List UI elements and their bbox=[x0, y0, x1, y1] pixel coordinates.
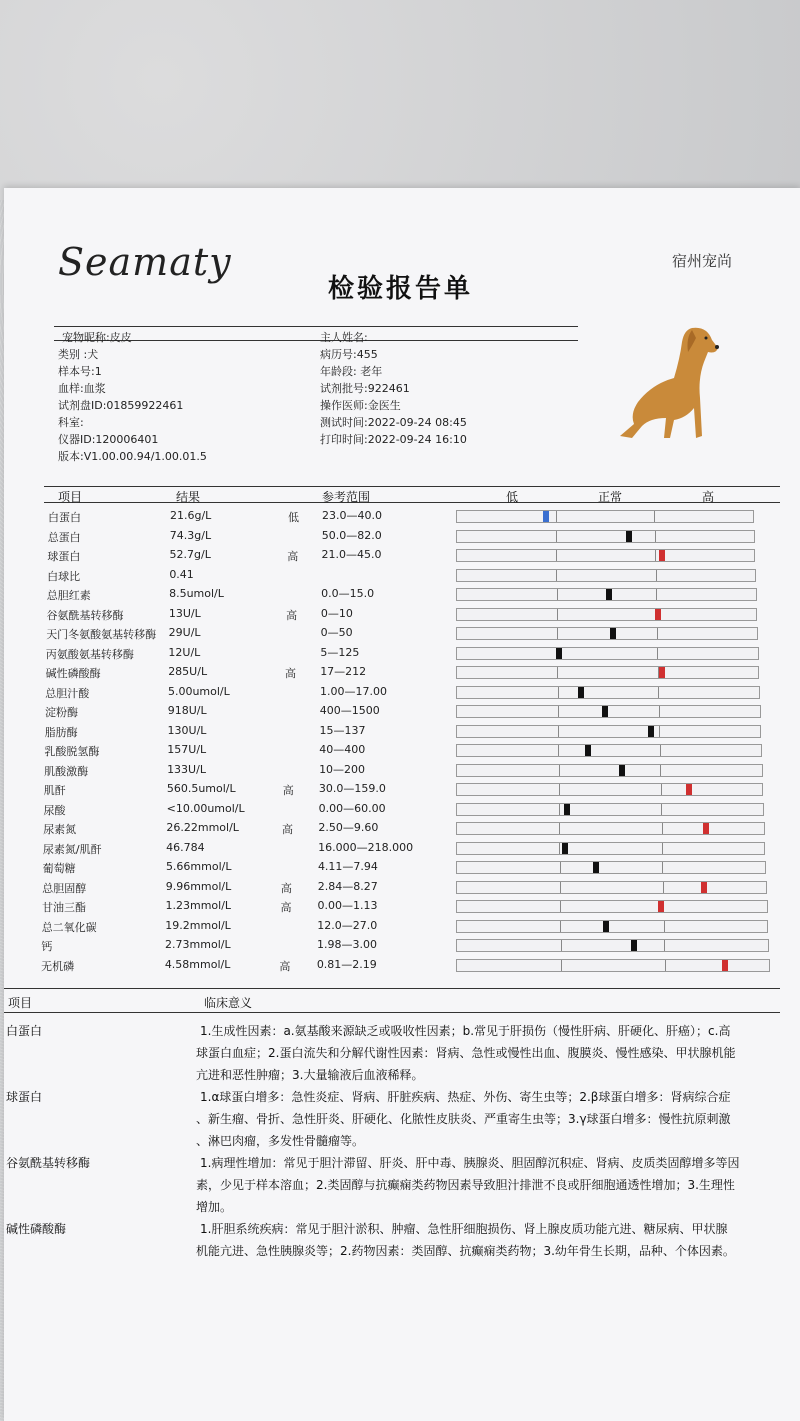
gauge-marker bbox=[602, 706, 608, 717]
gauge-divider bbox=[656, 570, 657, 581]
gauge-divider bbox=[556, 570, 557, 581]
row-range: 16.000—218.000 bbox=[318, 840, 414, 854]
row-flag: 高 bbox=[282, 784, 294, 797]
row-gauge bbox=[456, 588, 757, 601]
gauge-divider bbox=[560, 882, 561, 893]
row-item-name: 肌酐 bbox=[43, 784, 66, 797]
gauge-marker bbox=[564, 804, 570, 815]
gauge-divider bbox=[560, 921, 561, 932]
brand-logo: Seamaty bbox=[58, 240, 232, 284]
row-item-name: 尿酸 bbox=[43, 803, 66, 817]
gauge-divider bbox=[661, 804, 662, 815]
info-right-field: 试剂批号:922461 bbox=[320, 382, 410, 395]
row-item-name: 葡萄糖 bbox=[42, 862, 76, 875]
gauge-divider bbox=[657, 648, 658, 659]
gauge-divider bbox=[665, 960, 666, 971]
gauge-divider bbox=[664, 921, 665, 932]
gauge-marker bbox=[562, 843, 568, 854]
gauge-marker bbox=[686, 784, 692, 795]
table-header-line bbox=[44, 502, 780, 503]
row-item-name: 乳酸脱氢酶 bbox=[44, 745, 100, 758]
gauge-marker bbox=[606, 589, 612, 600]
clinical-meaning-line: 1.α球蛋白增多：急性炎症、肾病、肝脏疾病、热症、外伤、寄生虫等；2.β球蛋白增多：肾病综合症 bbox=[200, 1090, 731, 1104]
row-result: 26.22mmol/L bbox=[166, 821, 239, 834]
row-item-name: 尿素氮 bbox=[43, 823, 77, 836]
row-item-name: 钙 bbox=[41, 940, 53, 953]
gauge-marker bbox=[626, 531, 632, 542]
row-range: 4.11—7.94 bbox=[317, 860, 378, 873]
row-range: 400—1500 bbox=[319, 704, 380, 717]
gauge-divider bbox=[559, 843, 560, 854]
info-left-field: 仪器ID:120006401 bbox=[58, 433, 159, 446]
table-top-line bbox=[44, 486, 780, 487]
col-header-range: 参考范围 bbox=[322, 490, 371, 504]
info-top-line bbox=[54, 326, 578, 327]
row-item-name: 总胆红素 bbox=[46, 589, 91, 602]
gauge-divider bbox=[559, 765, 560, 776]
info-right-field: 病历号:455 bbox=[320, 348, 378, 361]
row-gauge bbox=[456, 783, 763, 796]
row-range: 2.84—8.27 bbox=[317, 879, 378, 893]
row-range: 1.98—3.00 bbox=[317, 938, 378, 951]
row-item-name: 丙氨酸氨基转移酶 bbox=[45, 647, 134, 661]
gauge-marker bbox=[659, 550, 665, 561]
row-range: 15—137 bbox=[319, 723, 366, 737]
gauge-divider bbox=[655, 550, 656, 561]
row-gauge bbox=[456, 822, 765, 835]
row-item-name: 谷氨酰基转移酶 bbox=[46, 608, 124, 622]
gauge-divider bbox=[558, 745, 559, 756]
row-gauge bbox=[456, 939, 769, 952]
row-result: 8.5umol/L bbox=[169, 587, 224, 600]
row-range: 23.0—40.0 bbox=[322, 509, 382, 522]
row-result: 19.2mmol/L bbox=[165, 918, 231, 932]
row-item-name: 肌酸激酶 bbox=[44, 764, 89, 778]
gauge-divider bbox=[662, 862, 663, 873]
row-result: 52.7g/L bbox=[169, 548, 211, 561]
row-range: 5—125 bbox=[320, 645, 360, 659]
gauge-divider bbox=[662, 823, 663, 834]
row-gauge bbox=[456, 861, 766, 874]
row-gauge bbox=[456, 608, 757, 621]
row-gauge bbox=[456, 959, 770, 972]
row-range: 2.50—9.60 bbox=[318, 821, 379, 834]
row-range: 0.00—1.13 bbox=[317, 899, 378, 912]
gauge-divider bbox=[660, 765, 661, 776]
row-range: 17—212 bbox=[320, 665, 367, 678]
row-result: 133U/L bbox=[167, 762, 206, 776]
gauge-divider bbox=[558, 726, 559, 737]
row-result: 2.73mmol/L bbox=[165, 938, 231, 951]
gauge-divider bbox=[561, 940, 562, 951]
gauge-divider bbox=[662, 843, 663, 854]
row-item-name: 碱性磷酸酶 bbox=[45, 667, 101, 680]
row-result: 918U/L bbox=[167, 704, 207, 717]
row-result: 12U/L bbox=[168, 645, 201, 659]
row-result: 5.00umol/L bbox=[167, 684, 230, 698]
row-result: 4.58mmol/L bbox=[164, 957, 231, 971]
row-gauge bbox=[456, 549, 755, 562]
row-gauge bbox=[456, 647, 759, 660]
gauge-divider bbox=[656, 589, 657, 600]
row-flag: 高 bbox=[287, 550, 299, 563]
info-left-field: 科室: bbox=[58, 416, 84, 429]
gauge-marker bbox=[619, 765, 625, 776]
gauge-divider bbox=[558, 706, 559, 717]
row-result: 1.23mmol/L bbox=[165, 899, 232, 912]
gauge-marker bbox=[631, 940, 637, 951]
dog-illustration bbox=[612, 318, 722, 448]
row-result: 21.6g/L bbox=[170, 509, 212, 522]
row-result: 9.96mmol/L bbox=[165, 879, 232, 893]
gauge-marker bbox=[655, 609, 661, 620]
clinical-meaning-line: 1.肝胆系统疾病：常见于胆汁淤积、肿瘤、急性肝细胞损伤、肾上腺皮质功能亢进、糖尿病、甲状腺 bbox=[200, 1222, 728, 1236]
clinical-meaning-line: 亢进和恶性肿瘤；3.大量输液后血液稀释。 bbox=[196, 1068, 424, 1082]
row-flag: 高 bbox=[279, 959, 291, 973]
col-header-normal: 正常 bbox=[598, 490, 623, 504]
row-result: 130U/L bbox=[167, 723, 207, 737]
row-item-name: 总胆固醇 bbox=[42, 881, 87, 895]
gauge-divider bbox=[661, 784, 662, 795]
gauge-divider bbox=[659, 706, 660, 717]
row-range: 21.0—45.0 bbox=[321, 548, 382, 561]
clinical-top-line bbox=[4, 988, 780, 989]
row-item-name: 球蛋白 bbox=[47, 550, 81, 563]
gauge-divider bbox=[560, 901, 561, 912]
row-range: 50.0—82.0 bbox=[321, 528, 382, 542]
row-gauge bbox=[456, 725, 761, 738]
row-result: <10.00umol/L bbox=[166, 801, 245, 815]
row-result: 560.5umol/L bbox=[166, 782, 236, 795]
info-right-field: 年龄段: 老年 bbox=[320, 365, 383, 378]
gauge-marker bbox=[578, 687, 584, 698]
col-header-high: 高 bbox=[702, 490, 715, 504]
gauge-marker bbox=[701, 882, 707, 893]
row-gauge bbox=[456, 530, 755, 543]
gauge-divider bbox=[557, 609, 558, 620]
gauge-divider bbox=[559, 804, 560, 815]
clinical-meaning-line: 机能亢进、急性胰腺炎等；2.药物因素：类固醇、抗癫痫类药物；3.幼年骨生长期，品种、个体因素。 bbox=[196, 1244, 735, 1258]
col-header-low: 低 bbox=[506, 490, 519, 504]
row-result: 5.66mmol/L bbox=[165, 860, 232, 873]
clinical-item-name: 白蛋白 bbox=[6, 1024, 43, 1038]
clinical-meaning-line: 、新生瘤、骨折、急性肝炎、肝硬化、化脓性皮肤炎、严重寄生虫等；3.γ球蛋白增多：慢性抗原刺激 bbox=[196, 1112, 731, 1126]
col-header-result: 结果 bbox=[176, 490, 201, 504]
row-gauge bbox=[456, 744, 762, 757]
countertop-background bbox=[0, 0, 800, 200]
hospital-name: 宿州宠尚 bbox=[672, 252, 733, 270]
row-range: 0—50 bbox=[320, 626, 353, 639]
row-item-name: 甘油三酯 bbox=[42, 901, 86, 914]
gauge-marker bbox=[648, 726, 654, 737]
row-range: 12.0—27.0 bbox=[317, 918, 378, 932]
row-flag: 高 bbox=[282, 823, 293, 836]
gauge-divider bbox=[557, 667, 558, 678]
row-item-name: 白球比 bbox=[47, 569, 81, 583]
clinical-meaning-line: 素，少见于样本溶血；2.类固醇与抗癫痫类药物因素导致胆汁排泄不良或肝细胞通透性增加；3.生理性 bbox=[196, 1178, 735, 1192]
gauge-divider bbox=[560, 862, 561, 873]
gauge-divider bbox=[557, 628, 558, 639]
row-item-name: 无机磷 bbox=[41, 959, 75, 973]
gauge-divider bbox=[556, 531, 557, 542]
row-gauge bbox=[456, 881, 767, 894]
gauge-divider bbox=[657, 628, 658, 639]
row-gauge bbox=[456, 666, 759, 679]
gauge-divider bbox=[557, 589, 558, 600]
clinical-meaning-line: 1.病理性增加：常见于胆汁滞留、肝炎、肝中毒、胰腺炎、胆固醇沉积症、肾病、皮质类固醇增多等因 bbox=[200, 1156, 740, 1170]
row-result: 46.784 bbox=[166, 840, 205, 854]
row-flag: 高 bbox=[286, 608, 298, 622]
gauge-marker bbox=[543, 511, 549, 522]
row-flag: 高 bbox=[280, 881, 292, 895]
info-left-field: 宠物昵称:皮皮 bbox=[62, 331, 132, 344]
clinical-item-name: 谷氨酰基转移酶 bbox=[6, 1156, 91, 1170]
row-gauge bbox=[456, 627, 758, 640]
gauge-marker bbox=[556, 648, 562, 659]
row-gauge bbox=[456, 920, 768, 933]
info-right-field: 打印时间:2022-09-24 16:10 bbox=[320, 433, 467, 446]
row-item-name: 淀粉酶 bbox=[45, 706, 78, 719]
gauge-divider bbox=[559, 784, 560, 795]
gauge-divider bbox=[658, 687, 659, 698]
row-range: 10—200 bbox=[319, 762, 366, 776]
info-left-field: 血样:血浆 bbox=[58, 382, 106, 395]
info-second-line bbox=[54, 340, 578, 341]
clinical-header-item: 项目 bbox=[8, 996, 33, 1010]
row-result: 13U/L bbox=[168, 606, 201, 620]
info-left-field: 类别 :犬 bbox=[58, 348, 99, 361]
col-header-item: 项目 bbox=[58, 490, 83, 504]
row-gauge bbox=[456, 686, 760, 699]
gauge-divider bbox=[659, 726, 660, 737]
gauge-marker bbox=[658, 901, 664, 912]
info-right-field: 测试时间:2022-09-24 08:45 bbox=[320, 416, 467, 429]
gauge-divider bbox=[561, 960, 562, 971]
clinical-header-line bbox=[4, 1012, 780, 1013]
row-flag: 高 bbox=[285, 667, 296, 680]
gauge-divider bbox=[558, 687, 559, 698]
row-range: 40—400 bbox=[319, 743, 366, 756]
gauge-divider bbox=[664, 940, 665, 951]
report-title: 检验报告单 bbox=[328, 274, 474, 304]
gauge-divider bbox=[660, 745, 661, 756]
row-range: 0—10 bbox=[320, 606, 353, 620]
row-gauge bbox=[456, 764, 763, 777]
gauge-divider bbox=[556, 511, 557, 522]
gauge-divider bbox=[559, 823, 560, 834]
row-gauge bbox=[456, 842, 765, 855]
row-gauge bbox=[456, 705, 761, 718]
row-item-name: 天门冬氨酸氨基转移酶 bbox=[46, 628, 157, 641]
gauge-marker bbox=[585, 745, 591, 756]
gauge-marker bbox=[610, 628, 616, 639]
row-gauge bbox=[456, 510, 754, 523]
row-item-name: 尿素氮/肌酐 bbox=[42, 842, 102, 856]
info-right-field: 操作医师:金医生 bbox=[320, 399, 401, 412]
clinical-meaning-line: 1.生成性因素：a.氨基酸来源缺乏或吸收性因素；b.常见于肝损伤（慢性肝病、肝硬化、肝癌）；c.高 bbox=[200, 1024, 731, 1038]
row-range: 0.0—15.0 bbox=[321, 587, 375, 600]
info-left-field: 样本号:1 bbox=[58, 365, 102, 378]
info-left-field: 试剂盘ID:01859922461 bbox=[58, 399, 184, 412]
row-item-name: 脂肪酶 bbox=[44, 725, 78, 739]
clinical-meaning-line: 增加。 bbox=[196, 1200, 233, 1214]
row-range: 1.00—17.00 bbox=[319, 684, 387, 698]
gauge-marker bbox=[722, 960, 728, 971]
clinical-meaning-line: 、淋巴肉瘤，多发性骨髓瘤等。 bbox=[196, 1134, 365, 1148]
row-flag: 低 bbox=[288, 511, 299, 524]
clinical-item-name: 碱性磷酸酶 bbox=[6, 1222, 67, 1236]
row-result: 0.41 bbox=[169, 567, 194, 581]
clinical-meaning-line: 球蛋白血症；2.蛋白流失和分解代谢性因素：肾病、急性或慢性出血、腹膜炎、慢性感染、甲状腺机能 bbox=[196, 1046, 736, 1060]
row-gauge bbox=[456, 569, 756, 582]
row-result: 74.3g/L bbox=[169, 528, 212, 542]
gauge-marker bbox=[593, 862, 599, 873]
clinical-header-meaning: 临床意义 bbox=[204, 996, 253, 1010]
row-item-name: 总二氧化碳 bbox=[41, 920, 97, 934]
gauge-marker bbox=[659, 667, 665, 678]
gauge-marker bbox=[603, 921, 609, 932]
row-range: 30.0—159.0 bbox=[318, 782, 386, 795]
row-item-name: 白蛋白 bbox=[48, 511, 81, 524]
row-gauge bbox=[456, 803, 764, 816]
row-range: 0.81—2.19 bbox=[316, 957, 377, 971]
row-result: 157U/L bbox=[167, 743, 207, 756]
row-item-name: 总蛋白 bbox=[47, 530, 81, 544]
gauge-divider bbox=[663, 882, 664, 893]
info-left-field: 版本:V1.00.00.94/1.00.01.5 bbox=[58, 450, 207, 463]
gauge-divider bbox=[556, 550, 557, 561]
row-range: 0.00—60.00 bbox=[318, 801, 386, 815]
gauge-divider bbox=[655, 531, 656, 542]
clinical-item-name: 球蛋白 bbox=[6, 1090, 43, 1104]
gauge-marker bbox=[703, 823, 709, 834]
row-result: 285U/L bbox=[168, 665, 208, 678]
row-result: 29U/L bbox=[168, 626, 201, 639]
row-gauge bbox=[456, 900, 768, 913]
gauge-divider bbox=[654, 511, 655, 522]
row-flag: 高 bbox=[280, 901, 292, 914]
row-item-name: 总胆汁酸 bbox=[45, 686, 90, 700]
info-right-field: 主人姓名: bbox=[320, 331, 368, 344]
